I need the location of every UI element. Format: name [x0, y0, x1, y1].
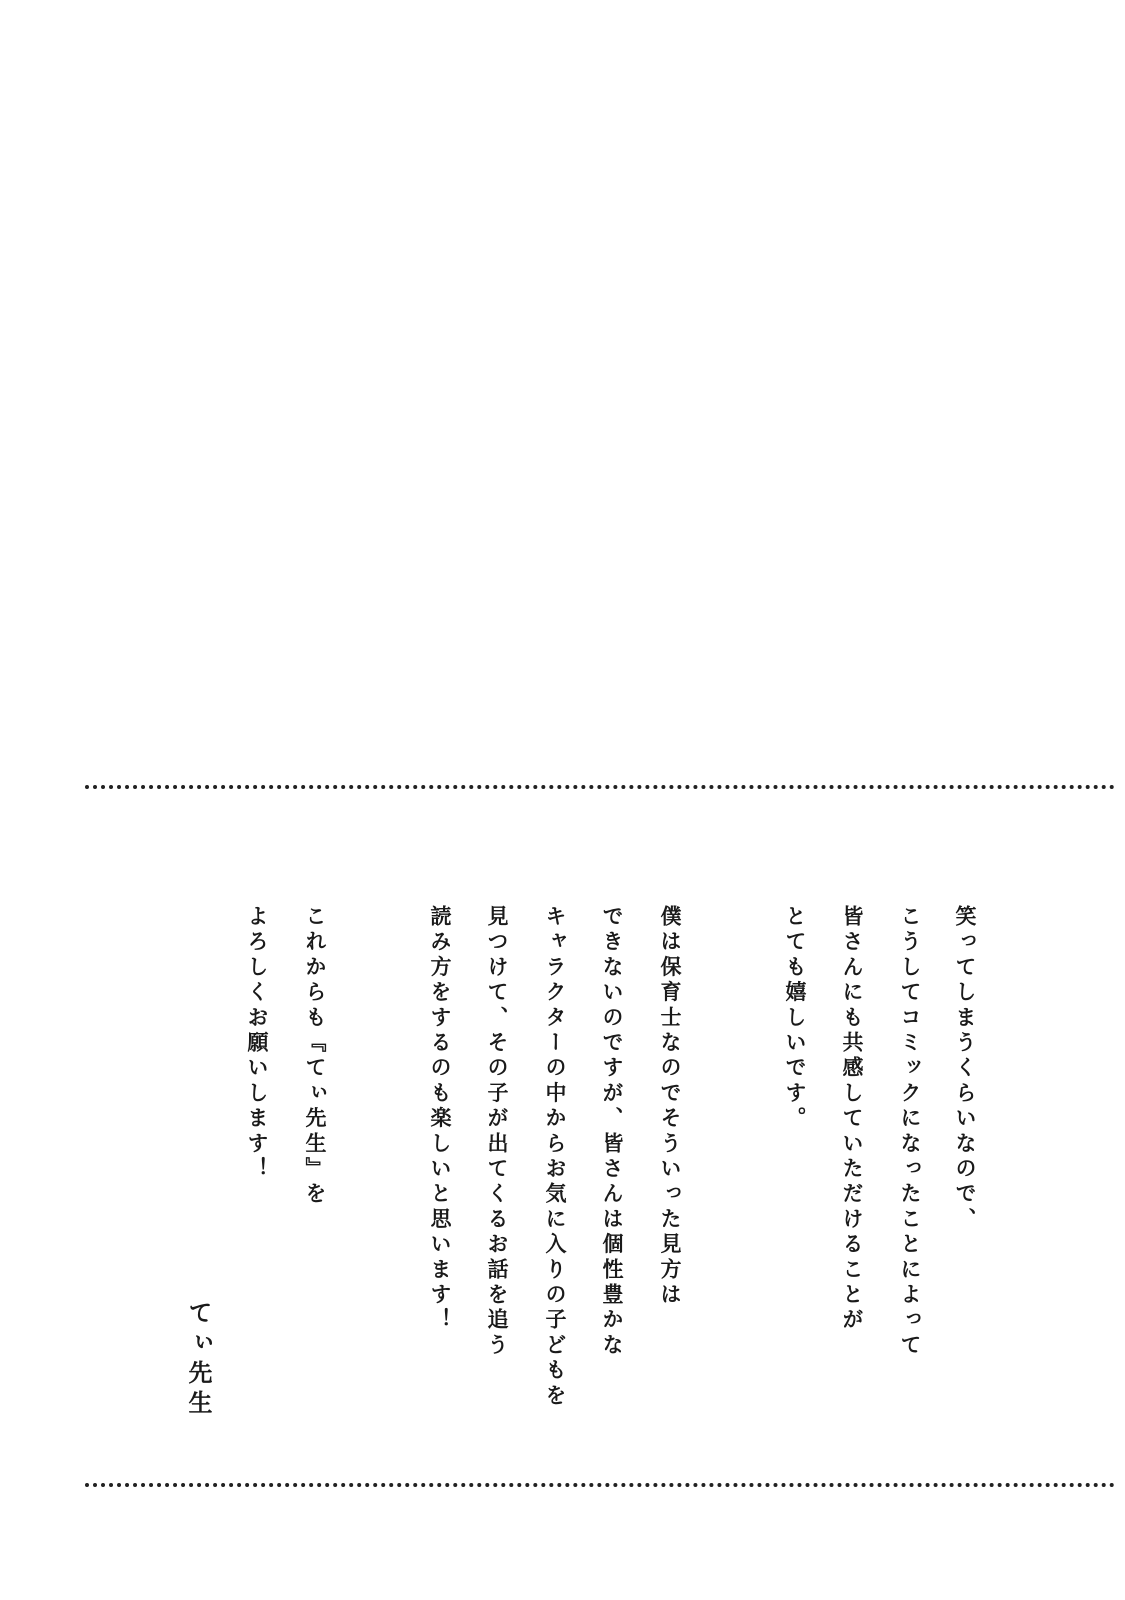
message-line-7: キャラクターの中からお気に入りの子どもを [543, 905, 567, 1409]
author-signature: てぃ先生 [184, 1300, 212, 1420]
message-line-1: 笑ってしまうくらいなので、 [953, 905, 977, 1233]
message-line-8: 見つけて、その子が出てくるお話を追う [485, 905, 509, 1359]
message-line-2: こうしてコミックになったことによって [898, 905, 922, 1359]
message-line-11: よろしくお願いします！ [245, 905, 269, 1183]
message-line-3: 皆さんにも共感していただけることが [840, 905, 864, 1334]
message-line-9: 読み方をするのも楽しいと思います！ [428, 905, 452, 1334]
message-line-5: 僕は保育士なのでそういった見方は [658, 905, 682, 1309]
message-line-4: とても嬉しいです。 [783, 905, 807, 1132]
message-line-10: これからも『てぃ先生』を [303, 905, 327, 1208]
message-line-6: できないのですが、皆さんは個性豊かな [600, 905, 624, 1359]
dotted-divider-bottom [85, 1483, 1115, 1487]
dotted-divider-top [85, 785, 1115, 789]
